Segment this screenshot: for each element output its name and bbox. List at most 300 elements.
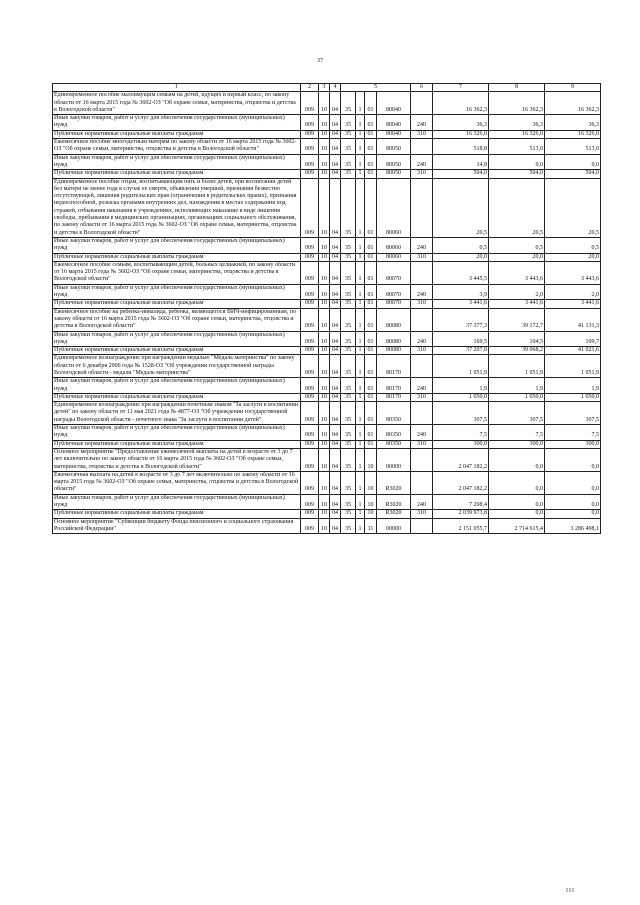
expense-type-code (411, 308, 433, 331)
table-row (53, 139, 601, 155)
amount-col7: 7 208,4 (433, 494, 489, 510)
table-row (53, 284, 601, 300)
subsection-code: 04 (330, 237, 341, 253)
subprogram-code: 1 (356, 115, 365, 131)
amount-col9: 1 050,0 (545, 393, 601, 401)
direction-code: 80080 (377, 308, 411, 331)
amount-col9: 20,0 (545, 253, 601, 261)
row-description: Иные закупки товаров, работ и услуг для обеспечения государственных (муниципальных) нужд (53, 378, 301, 394)
program-code: 35 (341, 425, 356, 441)
amount-col8: 3 441,6 (489, 300, 545, 308)
header-cell: 7 (433, 84, 489, 92)
row-description: Иные закупки товаров, работ и услуг для обеспечения государственных (муниципальных) нужд (53, 284, 301, 300)
header-cell: 4 (330, 84, 341, 92)
section-code: 10 (319, 494, 330, 510)
amount-col7: 37 207,8 (433, 347, 489, 355)
subsection-code: 04 (330, 494, 341, 510)
activity-code: 01 (365, 170, 377, 178)
expense-type-code (411, 402, 433, 425)
direction-code: 80350 (377, 425, 411, 441)
program-code: 35 (341, 261, 356, 284)
direction-code: 80050 (377, 170, 411, 178)
subsection-code: 04 (330, 448, 341, 471)
amount-col7: 14,8 (433, 154, 489, 170)
amount-col7: 1,9 (433, 378, 489, 394)
row-description: Ежемесячная выплата на детей в возрасте от 3 до 7 лет включительно по закону области от 16 марта 2015 года № 3602-ОЗ "Об охране семьи, материнства, отцовства и детства в Вологодской области" (53, 471, 301, 494)
row-description: Ежемесячное пособие семьям, воспитывающим детей, больных целиакией, по закону области от 16 марта 2015 года № 3602-ОЗ "Об охране семьи, материнства, отцовства и детства в Вологодской области" (53, 261, 301, 284)
program-code: 35 (341, 510, 356, 518)
table-body (53, 84, 601, 534)
expense-type-code (411, 92, 433, 115)
subprogram-code: 1 (356, 378, 365, 394)
table-row (53, 237, 601, 253)
subprogram-code: 1 (356, 154, 365, 170)
subsection-code: 04 (330, 378, 341, 394)
program-code: 35 (341, 284, 356, 300)
subsection-code: 04 (330, 170, 341, 178)
expense-type-code (411, 471, 433, 494)
table-row (53, 448, 601, 471)
header-row (53, 84, 601, 92)
program-code: 35 (341, 115, 356, 131)
program-code: 35 (341, 178, 356, 237)
subsection-code: 04 (330, 331, 341, 347)
subsection-code: 04 (330, 402, 341, 425)
amount-col7: 2 047 182,2 (433, 471, 489, 494)
amount-col9: 41 021,6 (545, 347, 601, 355)
table-row (53, 402, 601, 425)
amount-col8: 16 326,0 (489, 130, 545, 138)
amount-col8: 0,0 (489, 448, 545, 471)
section-code: 10 (319, 448, 330, 471)
amount-col7: 504,0 (433, 170, 489, 178)
amount-col8: 3 443,6 (489, 261, 545, 284)
subsection-code: 04 (330, 130, 341, 138)
amount-col9: 0,0 (545, 471, 601, 494)
section-code: 10 (319, 154, 330, 170)
activity-code: 01 (365, 331, 377, 347)
program-code: 35 (341, 92, 356, 115)
activity-code: 01 (365, 253, 377, 261)
subsection-code: 04 (330, 261, 341, 284)
row-description: Иные закупки товаров, работ и услуг для обеспечения государственных (муниципальных) нужд (53, 494, 301, 510)
ministry-code: 009 (301, 284, 319, 300)
section-code: 10 (319, 440, 330, 448)
program-code: 35 (341, 331, 356, 347)
subprogram-code: 1 (356, 237, 365, 253)
row-description: Ежемесячное пособие многодетным матерям по закону области от 16 марта 2015 года № 3602-ОЗ "Об охране семьи, материнства, отцовства и детства в Вологодской области" (53, 139, 301, 155)
amount-col7: 1 051,9 (433, 355, 489, 378)
subprogram-code: 1 (356, 347, 365, 355)
subprogram-code: 1 (356, 355, 365, 378)
section-code: 10 (319, 284, 330, 300)
direction-code: 80060 (377, 237, 411, 253)
program-code: 35 (341, 393, 356, 401)
amount-col9: 1,9 (545, 378, 601, 394)
ministry-code: 009 (301, 471, 319, 494)
header-cell: 6 (411, 84, 433, 92)
amount-col7: 300,0 (433, 440, 489, 448)
subsection-code: 04 (330, 284, 341, 300)
amount-col9: 0,0 (545, 510, 601, 518)
table-row (53, 253, 601, 261)
amount-col9: 3 286 498,1 (545, 518, 601, 534)
expense-type-code: 310 (411, 300, 433, 308)
table-row (53, 261, 601, 284)
activity-code: 01 (365, 130, 377, 138)
expense-type-code: 240 (411, 331, 433, 347)
table-row (53, 471, 601, 494)
amount-col9: 307,5 (545, 402, 601, 425)
ministry-code: 009 (301, 494, 319, 510)
ministry-code: 009 (301, 393, 319, 401)
amount-col8: 2,0 (489, 284, 545, 300)
table-row (53, 308, 601, 331)
amount-col9: 2,0 (545, 284, 601, 300)
ministry-code: 009 (301, 448, 319, 471)
amount-col7: 2 039 973,8 (433, 510, 489, 518)
header-cell: 2 (301, 84, 319, 92)
row-description: Публичные нормативные социальные выплаты гражданам (53, 440, 301, 448)
ministry-code: 009 (301, 347, 319, 355)
activity-code: 01 (365, 300, 377, 308)
amount-col9: 3 441,6 (545, 300, 601, 308)
subsection-code: 04 (330, 393, 341, 401)
direction-code: 80050 (377, 139, 411, 155)
ministry-code: 009 (301, 92, 319, 115)
amount-col7: 3 445,5 (433, 261, 489, 284)
activity-code: 01 (365, 284, 377, 300)
subsection-code: 04 (330, 355, 341, 378)
row-description: Основное мероприятие "Предоставление ежемесячной выплаты на детей в возрасте от 3 до 7 лет включительно по закону области от 16 марта 2015 года № 3602-ОЗ "Об охране семьи, материнства, отцовства и детства в Вологодской области" (53, 448, 301, 471)
table-row (53, 425, 601, 441)
expense-type-code: 310 (411, 347, 433, 355)
expense-type-code (411, 518, 433, 534)
expense-type-code (411, 139, 433, 155)
amount-col8: 20,0 (489, 253, 545, 261)
table-row (53, 355, 601, 378)
amount-col9: 0,0 (545, 448, 601, 471)
table-row (53, 178, 601, 237)
ministry-code: 009 (301, 425, 319, 441)
subsection-code: 04 (330, 471, 341, 494)
ministry-code: 009 (301, 402, 319, 425)
amount-col8: 36,3 (489, 115, 545, 131)
section-code: 10 (319, 518, 330, 534)
ministry-code: 009 (301, 253, 319, 261)
row-description: Иные закупки товаров, работ и услуг для обеспечения государственных (муниципальных) нужд (53, 115, 301, 131)
table-row (53, 494, 601, 510)
amount-col9: 1 051,9 (545, 355, 601, 378)
amount-col9: 109,7 (545, 331, 601, 347)
expense-type-code: 310 (411, 510, 433, 518)
program-code: 35 (341, 130, 356, 138)
table-row (53, 115, 601, 131)
amount-col7: 20,0 (433, 253, 489, 261)
program-code: 35 (341, 237, 356, 253)
table-row (53, 154, 601, 170)
subprogram-code: 1 (356, 494, 365, 510)
ministry-code: 009 (301, 115, 319, 131)
direction-code: 80050 (377, 154, 411, 170)
activity-code: 10 (365, 448, 377, 471)
amount-col9: 16 362,3 (545, 92, 601, 115)
section-code: 10 (319, 308, 330, 331)
ministry-code: 009 (301, 139, 319, 155)
ministry-code: 009 (301, 510, 319, 518)
direction-code: R3020 (377, 471, 411, 494)
subprogram-code: 1 (356, 284, 365, 300)
row-description: Публичные нормативные социальные выплаты гражданам (53, 347, 301, 355)
amount-col8: 0,5 (489, 237, 545, 253)
direction-code: 80060 (377, 253, 411, 261)
table-row (53, 510, 601, 518)
subsection-code: 04 (330, 510, 341, 518)
expense-type-code: 240 (411, 115, 433, 131)
subprogram-code: 1 (356, 300, 365, 308)
program-code: 35 (341, 402, 356, 425)
subprogram-code: 1 (356, 448, 365, 471)
direction-code: R3020 (377, 494, 411, 510)
amount-col9: 0,0 (545, 494, 601, 510)
amount-col8: 300,0 (489, 440, 545, 448)
amount-col7: 37 377,3 (433, 308, 489, 331)
amount-col8: 16 362,3 (489, 92, 545, 115)
table-row (53, 393, 601, 401)
expense-type-code: 240 (411, 284, 433, 300)
expense-type-code (411, 178, 433, 237)
expense-type-code: 240 (411, 154, 433, 170)
amount-col7: 307,5 (433, 402, 489, 425)
ministry-code: 009 (301, 440, 319, 448)
activity-code: 01 (365, 402, 377, 425)
table-row (53, 378, 601, 394)
amount-col9: 300,0 (545, 440, 601, 448)
direction-code: 80070 (377, 261, 411, 284)
table-row (53, 518, 601, 534)
direction-code: 80170 (377, 355, 411, 378)
amount-col9: 16 326,0 (545, 130, 601, 138)
amount-col8: 39 068,2 (489, 347, 545, 355)
subprogram-code: 1 (356, 261, 365, 284)
subsection-code: 04 (330, 425, 341, 441)
subprogram-code: 1 (356, 331, 365, 347)
section-code: 10 (319, 92, 330, 115)
section-code: 10 (319, 130, 330, 138)
row-description: Единовременное пособие отцам, воспитывающим пять и более детей, при воспитании детей без матери не менее года в случае ее смерти, объявления умершей, признания безвестно отсутствующей, лишения родительских прав (ограничения в родительских правах), признания недееспособной, розыска органами внутренних дел, нахождения в местах содержания под стражей, отбывания наказания в учреждениях, исполняющих наказание в виде лишения свободы, пребывания в медицинских организациях, организациях социального обслуживания, по закону области от 16 марта 2015 года № 3602-ОЗ "Об охране семьи, материнства, отцовства и детства в Вологодской области" (53, 178, 301, 237)
subprogram-code: 1 (356, 510, 365, 518)
activity-code: 01 (365, 178, 377, 237)
program-code: 35 (341, 448, 356, 471)
amount-col7: 16 362,3 (433, 92, 489, 115)
program-code: 35 (341, 154, 356, 170)
amount-col8: 513,0 (489, 139, 545, 155)
row-description: Публичные нормативные социальные выплаты гражданам (53, 510, 301, 518)
header-cell: 1 (53, 84, 301, 92)
amount-col7: 36,3 (433, 115, 489, 131)
program-code: 35 (341, 139, 356, 155)
activity-code: 01 (365, 393, 377, 401)
activity-code: 10 (365, 471, 377, 494)
direction-code: 80060 (377, 178, 411, 237)
program-code: 35 (341, 471, 356, 494)
subprogram-code: 1 (356, 139, 365, 155)
direction-code: 80070 (377, 284, 411, 300)
expense-type-code: 310 (411, 253, 433, 261)
amount-col7: 518,8 (433, 139, 489, 155)
amount-col9: 36,3 (545, 115, 601, 131)
expense-type-code: 310 (411, 130, 433, 138)
subsection-code: 04 (330, 300, 341, 308)
ministry-code: 009 (301, 378, 319, 394)
row-description: Публичные нормативные социальные выплаты гражданам (53, 393, 301, 401)
table-row (53, 92, 601, 115)
amount-col8: 9,0 (489, 154, 545, 170)
subprogram-code: 1 (356, 253, 365, 261)
amount-col7: 2 151 055,7 (433, 518, 489, 534)
subprogram-code: 1 (356, 471, 365, 494)
direction-code: 80070 (377, 300, 411, 308)
header-cell: 8 (489, 84, 545, 92)
direction-code: 80170 (377, 378, 411, 394)
section-code: 10 (319, 115, 330, 131)
amount-col7: 2 047 182,2 (433, 448, 489, 471)
ministry-code: 009 (301, 300, 319, 308)
program-code: 35 (341, 170, 356, 178)
expense-type-code: 310 (411, 393, 433, 401)
amount-col8: 104,5 (489, 331, 545, 347)
amount-col7: 3 441,6 (433, 300, 489, 308)
page-number: 37 (317, 58, 323, 64)
section-code: 10 (319, 300, 330, 308)
section-code: 10 (319, 510, 330, 518)
activity-code: 01 (365, 425, 377, 441)
subsection-code: 04 (330, 92, 341, 115)
table-row (53, 170, 601, 178)
ministry-code: 009 (301, 261, 319, 284)
row-description: Публичные нормативные социальные выплаты гражданам (53, 170, 301, 178)
header-cell: 9 (545, 84, 601, 92)
activity-code: 01 (365, 308, 377, 331)
amount-col9: 9,0 (545, 154, 601, 170)
activity-code: 01 (365, 355, 377, 378)
subprogram-code: 1 (356, 170, 365, 178)
row-description: Основное мероприятие "Субвенции бюджету Фонда пенсионного и социального страхования Российской Федерации" (53, 518, 301, 534)
activity-code: 01 (365, 92, 377, 115)
direction-code: 80040 (377, 130, 411, 138)
activity-code: 01 (365, 115, 377, 131)
ministry-code: 009 (301, 308, 319, 331)
expense-type-code (411, 355, 433, 378)
amount-col8: 307,5 (489, 402, 545, 425)
direction-code: 80350 (377, 440, 411, 448)
subprogram-code: 1 (356, 393, 365, 401)
table-row (53, 300, 601, 308)
section-code: 10 (319, 393, 330, 401)
program-code: 35 (341, 300, 356, 308)
subsection-code: 04 (330, 154, 341, 170)
expense-type-code: 240 (411, 237, 433, 253)
activity-code: 01 (365, 440, 377, 448)
subprogram-code: 1 (356, 425, 365, 441)
expense-type-code: 310 (411, 170, 433, 178)
subprogram-code: 1 (356, 402, 365, 425)
section-code: 10 (319, 170, 330, 178)
expense-type-code (411, 448, 433, 471)
budget-table (52, 83, 601, 534)
direction-code: 80080 (377, 331, 411, 347)
amount-col7: 20,5 (433, 178, 489, 237)
expense-type-code: 240 (411, 378, 433, 394)
program-code: 35 (341, 440, 356, 448)
section-code: 10 (319, 471, 330, 494)
subsection-code: 04 (330, 178, 341, 237)
activity-code: 01 (365, 378, 377, 394)
program-code: 35 (341, 355, 356, 378)
section-code: 10 (319, 402, 330, 425)
amount-col8: 0,0 (489, 494, 545, 510)
amount-col7: 0,5 (433, 237, 489, 253)
subprogram-code: 1 (356, 440, 365, 448)
section-code: 10 (319, 378, 330, 394)
direction-code: 00000 (377, 448, 411, 471)
subsection-code: 04 (330, 347, 341, 355)
subsection-code: 04 (330, 115, 341, 131)
program-code: 35 (341, 308, 356, 331)
direction-code: R3020 (377, 510, 411, 518)
section-code: 10 (319, 331, 330, 347)
table-row (53, 130, 601, 138)
row-description: Иные закупки товаров, работ и услуг для обеспечения государственных (муниципальных) нужд (53, 237, 301, 253)
row-description: Публичные нормативные социальные выплаты гражданам (53, 300, 301, 308)
row-description: Иные закупки товаров, работ и услуг для обеспечения государственных (муниципальных) нужд (53, 154, 301, 170)
subprogram-code: 1 (356, 178, 365, 237)
section-code: 10 (319, 425, 330, 441)
section-code: 10 (319, 253, 330, 261)
ministry-code: 009 (301, 154, 319, 170)
section-code: 10 (319, 139, 330, 155)
amount-col7: 7,5 (433, 425, 489, 441)
section-code: 10 (319, 347, 330, 355)
activity-code: 10 (365, 510, 377, 518)
subsection-code: 04 (330, 139, 341, 155)
activity-code: 01 (365, 154, 377, 170)
corner-mark: III (566, 888, 575, 894)
expense-type-code: 310 (411, 440, 433, 448)
section-code: 10 (319, 261, 330, 284)
amount-col7: 16 326,0 (433, 130, 489, 138)
amount-col8: 39 172,7 (489, 308, 545, 331)
amount-col8: 0,0 (489, 471, 545, 494)
row-description: Ежемесячное пособие на ребенка-инвалида, ребенка, являющегося ВИЧ-инфицированным, по закону области от 16 марта 2015 года № 3602-ОЗ "Об охране семьи, материнства, отцовства и детства в Вологодской области" (53, 308, 301, 331)
activity-code: 01 (365, 237, 377, 253)
activity-code: 10 (365, 494, 377, 510)
activity-code: 01 (365, 347, 377, 355)
row-description: Публичные нормативные социальные выплаты гражданам (53, 253, 301, 261)
amount-col8: 7,5 (489, 425, 545, 441)
amount-col9: 513,0 (545, 139, 601, 155)
row-description: Иные закупки товаров, работ и услуг для обеспечения государственных (муниципальных) нужд (53, 331, 301, 347)
ministry-code: 009 (301, 518, 319, 534)
row-description: Иные закупки товаров, работ и услуг для обеспечения государственных (муниципальных) нужд (53, 425, 301, 441)
section-code: 10 (319, 237, 330, 253)
row-description: Единовременное вознаграждение при награждении почетным знаком "За заслуги в воспитании детей" по закону области от 11 мая 2021 года № 4877-ОЗ "Об учреждении государственной награды Вологодской области - почетного знака "За заслуги в воспитании детей" (53, 402, 301, 425)
subsection-code: 04 (330, 253, 341, 261)
amount-col9: 3 443,6 (545, 261, 601, 284)
program-code: 35 (341, 518, 356, 534)
section-code: 10 (319, 355, 330, 378)
program-code: 35 (341, 378, 356, 394)
